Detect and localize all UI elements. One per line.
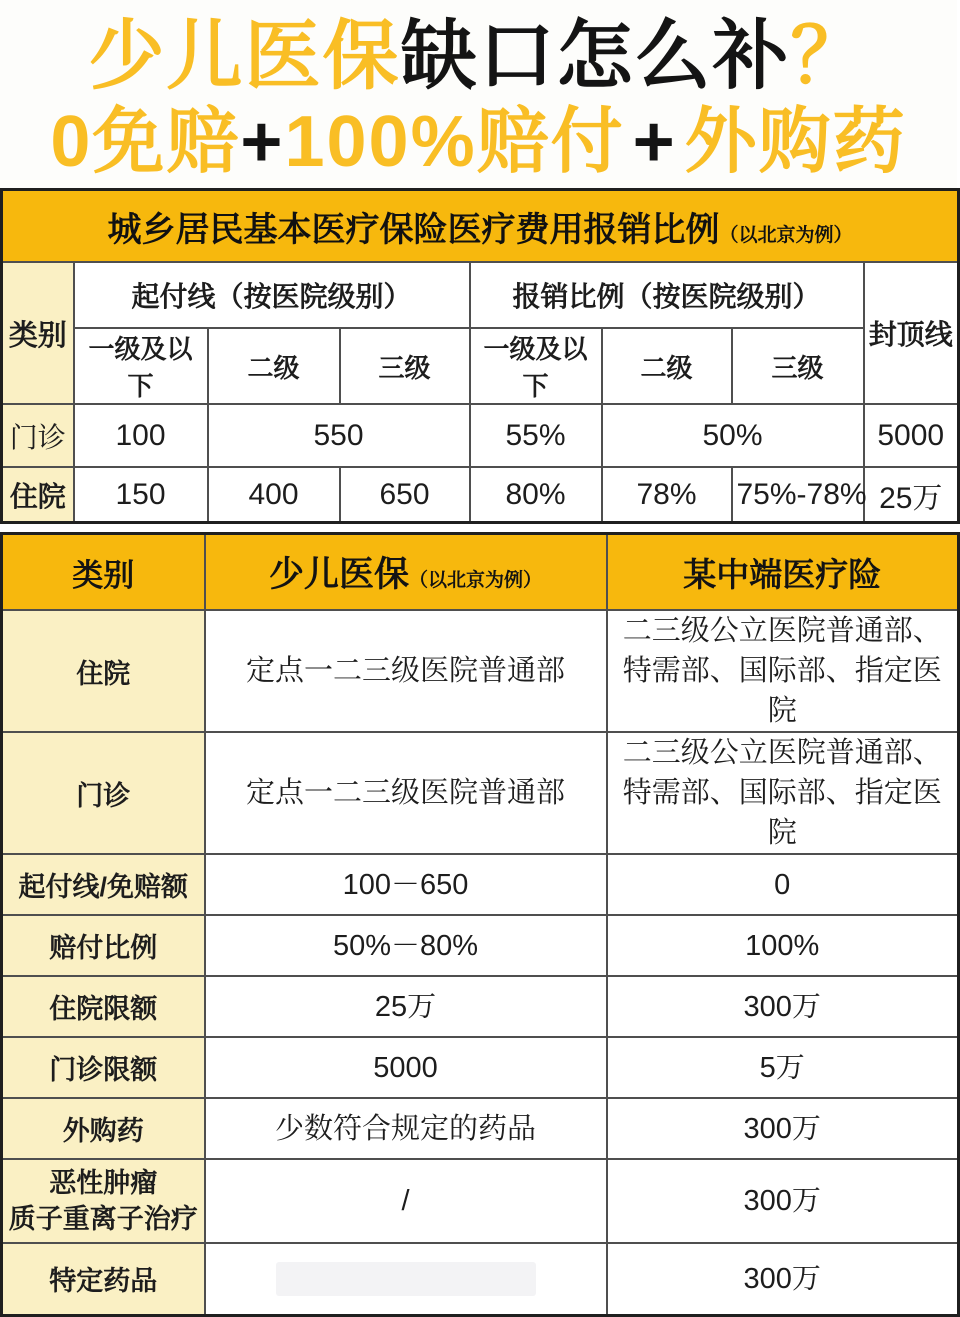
row-label: 外购药: [2, 1098, 205, 1159]
plan1-value: 定点一二三级医院普通部: [205, 732, 607, 854]
table1-category-header: 类别: [2, 262, 74, 404]
outpatient-ratio-l23: 50%: [602, 404, 864, 467]
table1-level-header: 一级及以下: [470, 328, 602, 404]
row-label: 赔付比例: [2, 915, 205, 976]
plan1-note: （以北京为例）: [409, 570, 543, 591]
plan1-value: 定点一二三级医院普通部: [205, 610, 607, 732]
table1-level-header: 三级: [340, 328, 470, 404]
table1-deductible-group-header: 起付线（按医院级别）: [74, 262, 470, 328]
table1-level-header: 二级: [602, 328, 732, 404]
redacted-area: [276, 1262, 536, 1296]
plan2-value: 5万: [607, 1037, 959, 1098]
table1-header-row1: [2, 262, 959, 328]
table2-plan1-header: [205, 534, 607, 611]
plan1-value: 25万: [205, 976, 607, 1037]
row-label: 特定药品: [2, 1243, 205, 1315]
headline-line1: [0, 14, 957, 100]
inpatient-cap: 25万: [864, 467, 959, 523]
table1-cap-header: 封顶线: [864, 262, 959, 404]
plan1-value: 少数符合规定的药品: [205, 1098, 607, 1159]
table2-row-external-drugs: [2, 1098, 959, 1159]
table2-row-payout-ratio: [2, 915, 959, 976]
plan1-title: 少儿医保: [268, 555, 409, 594]
table1-level-header: 二级: [208, 328, 340, 404]
plan2-value: 300万: [607, 1159, 959, 1243]
table2-row-deductible: [2, 854, 959, 915]
table1-outpatient-row: [2, 404, 959, 467]
inpatient-deductible-l3: 650: [340, 467, 470, 523]
table1-banner-row: [2, 190, 959, 263]
plan1-value: /: [205, 1159, 607, 1243]
headline-line2-plus1: +: [240, 102, 285, 182]
row-label: 门诊: [2, 732, 205, 854]
table1-outpatient-label: 门诊: [2, 404, 74, 467]
row-label-line1: 恶性肿瘤: [49, 1168, 158, 1198]
headline: [0, 0, 957, 184]
inpatient-ratio-l3: 75%-78%: [732, 467, 864, 523]
table2-row-inpatient: [2, 610, 959, 732]
outpatient-deductible-l23: 550: [208, 404, 470, 467]
comparison-table: [0, 532, 960, 1317]
plan2-value: 二三级公立医院普通部、特需部、国际部、指定医院: [607, 610, 959, 732]
inpatient-deductible-l2: 400: [208, 467, 340, 523]
table2-row-proton-therapy: [2, 1159, 959, 1243]
table1-level-header: 三级: [732, 328, 864, 404]
plan2-value: 300万: [607, 1098, 959, 1159]
plan2-value: 二三级公立医院普通部、特需部、国际部、指定医院: [607, 732, 959, 854]
headline-line2-part1: 0免赔: [50, 102, 241, 182]
plan2-value: 300万: [607, 1243, 959, 1315]
table2-row-outpatient-limit: [2, 1037, 959, 1098]
row-label: 住院: [2, 610, 205, 732]
plan2-value: 100%: [607, 915, 959, 976]
basic-insurance-table: [0, 188, 960, 524]
table1-banner-cell: [2, 190, 959, 263]
outpatient-deductible-l1: 100: [74, 404, 208, 467]
table1-level-header: 一级及以下: [74, 328, 208, 404]
row-label-line2: 质子重离子治疗: [8, 1204, 198, 1234]
row-label: 起付线/免赔额: [2, 854, 205, 915]
table1-ratio-group-header: 报销比例（按医院级别）: [470, 262, 864, 328]
row-label: 门诊限额: [2, 1037, 205, 1098]
table-gap: [0, 524, 957, 532]
table1-banner-note: （以北京为例）: [719, 224, 853, 246]
inpatient-ratio-l1: 80%: [470, 467, 602, 523]
plan1-value: 50%－80%: [205, 915, 607, 976]
table1-inpatient-row: [2, 467, 959, 523]
plan1-value: 5000: [205, 1037, 607, 1098]
inpatient-ratio-l2: 78%: [602, 467, 732, 523]
table1-inpatient-label: 住院: [2, 467, 74, 523]
headline-line1-qmark: ？: [790, 14, 869, 99]
row-label: 住院限额: [2, 976, 205, 1037]
inpatient-deductible-l1: 150: [74, 467, 208, 523]
outpatient-cap: 5000: [864, 404, 959, 467]
row-label: [2, 1159, 205, 1243]
headline-line1-part1: 少儿医保: [88, 14, 401, 99]
plan2-value: 300万: [607, 976, 959, 1037]
headline-line2-part2: 100%赔付: [284, 102, 625, 182]
table2-row-outpatient: [2, 732, 959, 854]
headline-line1-part2: 缺口怎么补: [400, 14, 791, 99]
outpatient-ratio-l1: 55%: [470, 404, 602, 467]
table2-header-row: [2, 534, 959, 611]
table1-banner-title: 城乡居民基本医疗保险医疗费用报销比例: [107, 210, 720, 249]
table1-wrapper: [0, 188, 957, 524]
table2-row-specific-drugs: [2, 1243, 959, 1315]
headline-line2-plus2: +: [632, 102, 677, 182]
plan1-value-redacted: [205, 1243, 607, 1315]
headline-line2-part3: 外购药: [684, 102, 907, 182]
table2-row-inpatient-limit: [2, 976, 959, 1037]
table1-header-row2: [2, 328, 959, 404]
plan2-value: 0: [607, 854, 959, 915]
table2-category-header: 类别: [2, 534, 205, 611]
plan1-value: 100－650: [205, 854, 607, 915]
headline-line2: [0, 100, 957, 184]
table2-plan2-header: 某中端医疗险: [607, 534, 959, 611]
